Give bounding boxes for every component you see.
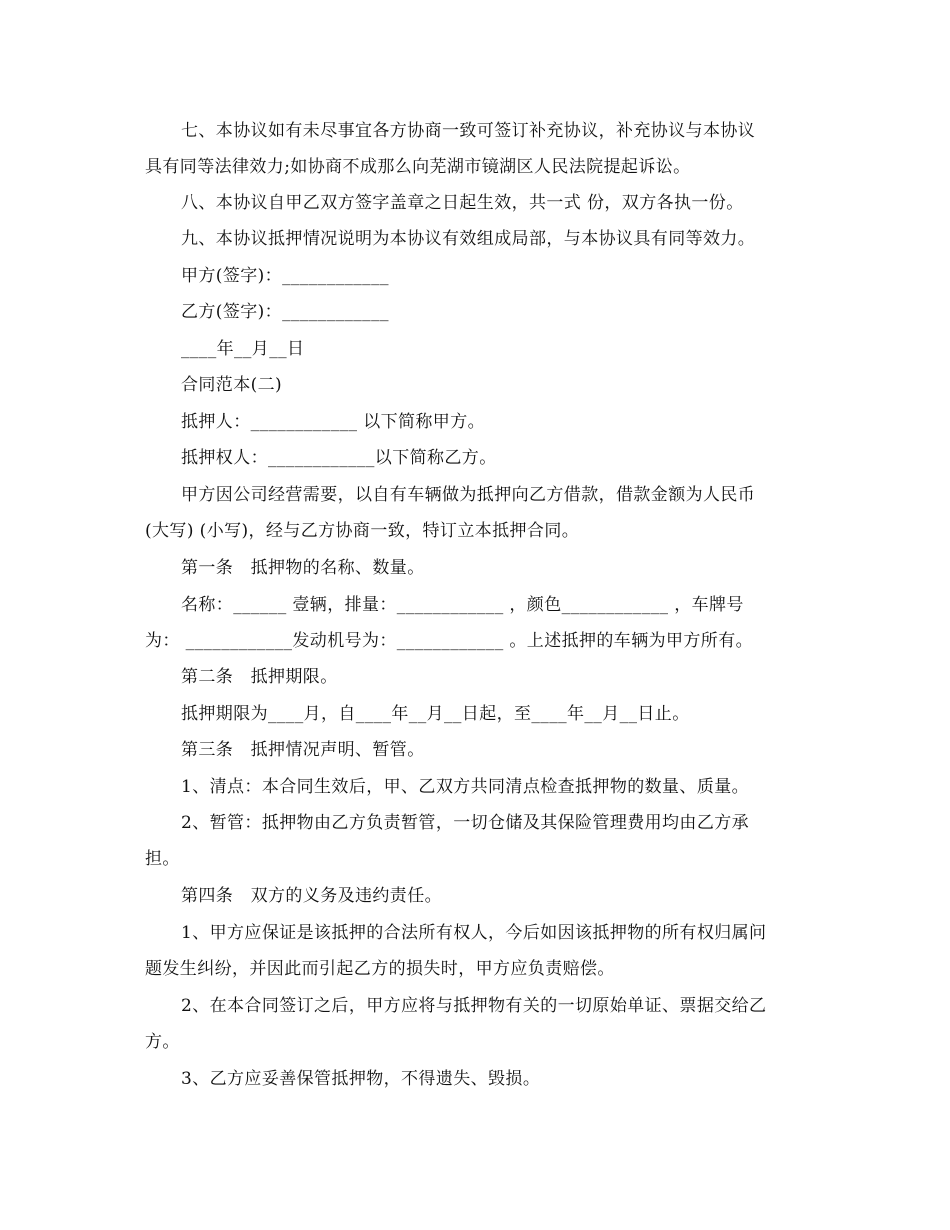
article-4-item-2-line-1: 2、在本合同签订之后，甲方应将与抵押物有关的一切原始单证、票据交给乙 (181, 996, 767, 1016)
mortgagor-line: 抵押人：____________ 以下简称甲方。 (181, 412, 486, 432)
clause-8: 八、本协议自甲乙双方签字盖章之日起生效，共一式 份，双方各执一份。 (181, 193, 744, 213)
date-line: ____年__月__日 (181, 339, 305, 359)
purpose-line-2: (大写) (小写)，经与乙方协商一致，特订立本抵押合同。 (145, 521, 580, 541)
article-3-item-2-line-2: 担。 (145, 849, 180, 869)
party-a-signature-line: 甲方(签字)：____________ (181, 266, 389, 286)
article-4-heading: 第四条 双方的义务及违约责任。 (181, 886, 442, 906)
article-1-heading: 第一条 抵押物的名称、数量。 (181, 558, 425, 578)
purpose-line-1: 甲方因公司经营需要，以自有车辆做为抵押向乙方借款，借款金额为人民币 (181, 485, 756, 505)
article-3-item-1: 1、清点：本合同生效后，甲、乙双方共同清点检查抵押物的数量、质量。 (181, 777, 750, 797)
clause-7-line-1: 七、本协议如有未尽事宜各方协商一致可签订补充协议，补充协议与本协议 (181, 121, 756, 141)
article-4-item-1-line-2: 题发生纠纷，并因此而引起乙方的损失时，甲方应负责赔偿。 (145, 959, 615, 979)
party-b-signature-line: 乙方(签字)：____________ (181, 302, 389, 322)
article-1-line-1: 名称：______ 壹辆，排量：____________ ，颜色____________ ，车牌号 (181, 595, 744, 615)
article-4-item-3: 3、乙方应妥善保管抵押物，不得遗失、毁损。 (181, 1069, 541, 1089)
article-2-heading: 第二条 抵押期限。 (181, 667, 338, 687)
article-4-item-2-line-2: 方。 (145, 1032, 180, 1052)
clause-7-line-2: 具有同等法律效力;如协商不成那么向芜湖市镜湖区人民法院提起诉讼。 (145, 157, 691, 177)
article-1-line-2: 为： ____________发动机号为：____________ 。上述抵押的车辆为甲方所有。 (145, 631, 754, 651)
article-3-item-2-line-1: 2、暂管：抵押物由乙方负责暂管，一切仓储及其保险管理费用均由乙方承 (181, 813, 750, 833)
mortgagee-line: 抵押权人：____________以下简称乙方。 (181, 448, 497, 468)
article-2-period: 抵押期限为____月，自____年__月__日起，至____年__月__日止。 (181, 704, 690, 724)
article-4-item-1-line-1: 1、甲方应保证是该抵押的合法所有权人，今后如因该抵押物的所有权归属问 (181, 923, 767, 943)
article-3-heading: 第三条 抵押情况声明、暂管。 (181, 740, 425, 760)
clause-9: 九、本协议抵押情况说明为本协议有效组成局部，与本协议具有同等效力。 (181, 229, 756, 249)
contract-sample-heading: 合同范本(二) (181, 375, 283, 395)
